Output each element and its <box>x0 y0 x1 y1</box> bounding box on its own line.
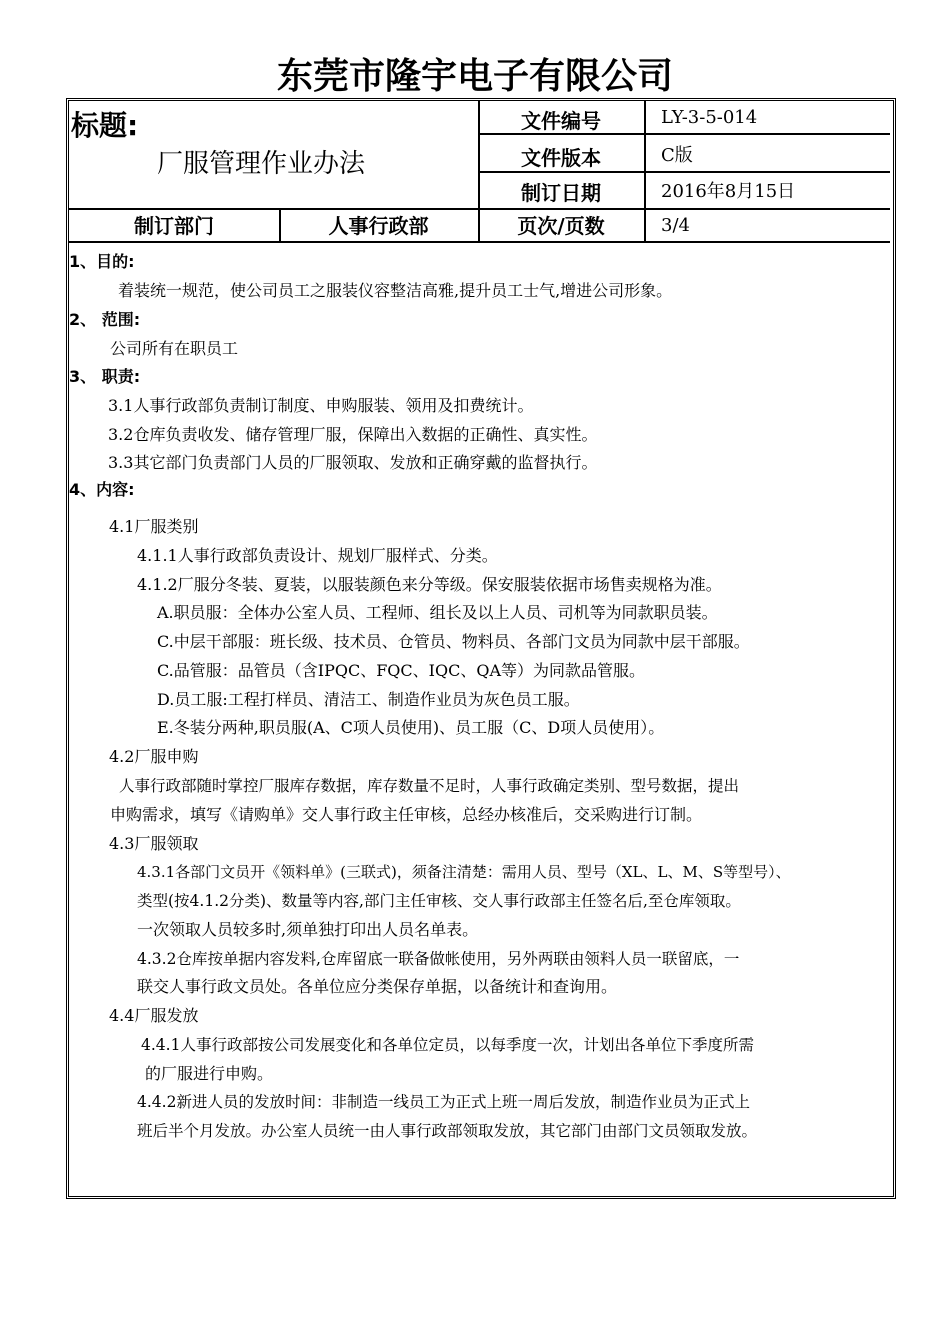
section-4-1-2: 4.1.2厂服分冬装、夏装，以服装颜色来分等级。保安服装依据市场售卖规格为准。 <box>137 575 722 594</box>
section-4-4-1-line-1: 4.4.1人事行政部按公司发展变化和各单位定员，以每季度一次，计划出各单位下季度所需 <box>141 1036 754 1054</box>
section-4-1: 4.1厂服类别 <box>109 517 199 536</box>
doc-no-value: LY-3-5-014 <box>661 107 758 128</box>
company-name: 东莞市隆宇电子有限公司 <box>276 56 673 97</box>
section-4-3-1-line-2: 类型(按4.1.2分类)、数量等内容,部门主任审核、交人事行政部主任签名后,至仓库领取。 <box>137 892 741 910</box>
page-value: 3/4 <box>661 215 690 236</box>
section-3-2: 3.2仓库负责收发、储存管理厂服，保障出入数据的正确性、真实性。 <box>108 425 598 444</box>
document-frame <box>66 98 896 1199</box>
dept-value: 人事行政部 <box>328 214 429 238</box>
header-rule <box>644 101 646 243</box>
section-3-title: 3、 职责: <box>69 367 141 386</box>
section-4-1-2-c2: C.品管服：品管员（含IPQC、FQC、IQC、QA等）为同款品管服。 <box>157 661 646 680</box>
version-value: C版 <box>661 145 693 166</box>
dept-label: 制订部门 <box>134 214 214 238</box>
section-2-title: 2、 范围: <box>69 310 141 329</box>
section-4-4-2-line-2: 班后半个月发放。办公室人员统一由人事行政部领取发放，其它部门由部门文员领取发放。 <box>137 1122 758 1140</box>
section-4-4: 4.4厂服发放 <box>109 1006 199 1025</box>
section-4-2-line-2: 申购需求，填写《请购单》交人事行政主任审核，总经办核准后，交采购进行订制。 <box>110 805 703 824</box>
section-4-3-2-line-2: 联交人事行政文员处。各单位应分类保存单据，以备统计和查询用。 <box>137 977 618 996</box>
section-3-1: 3.1人事行政部负责制订制度、申购服装、领用及扣费统计。 <box>108 396 534 415</box>
section-2-text: 公司所有在职员工 <box>110 339 239 358</box>
section-4-1-2-a: A.职员服：全体办公室人员、工程师、组长及以上人员、司机等为同款职员装。 <box>157 603 718 622</box>
section-4-1-2-c1: C.中层干部服：班长级、技术员、仓管员、物料员、各部门文员为同款中层干部服。 <box>157 632 750 651</box>
document-title: 厂服管理作业办法 <box>157 149 366 179</box>
section-1-title: 1、目的: <box>69 252 135 271</box>
section-4-3-1-line-1: 4.3.1各部门文员开《领料单》(三联式)，须备注清楚：需用人员、型号（XL、L、M、S等型号）、 <box>137 863 791 881</box>
section-4-1-2-d: D.员工服:工程打样员、清洁工、制造作业员为灰色员工服。 <box>157 690 580 709</box>
section-3-3: 3.3其它部门负责部门人员的厂服领取、发放和正确穿戴的监督执行。 <box>108 453 598 472</box>
section-4-3: 4.3厂服领取 <box>109 834 199 853</box>
date-value: 2016年8月15日 <box>661 181 796 202</box>
section-1-text: 着装统一规范，使公司员工之服装仪容整洁高雅,提升员工士气,增进公司形象。 <box>118 281 673 300</box>
section-4-3-1-line-3: 一次领取人员较多时,须单独打印出人员名单表。 <box>137 920 479 939</box>
page-label: 页次/页数 <box>517 214 605 238</box>
section-4-2: 4.2厂服申购 <box>109 747 199 766</box>
section-4-title: 4、内容: <box>69 480 135 499</box>
section-4-1-1: 4.1.1人事行政部负责设计、规划厂服样式、分类。 <box>137 546 498 565</box>
date-label: 制订日期 <box>521 181 601 205</box>
header-rule <box>478 171 890 173</box>
doc-no-label: 文件编号 <box>521 109 601 133</box>
section-4-3-2-line-1: 4.3.2仓库按单据内容发料,仓库留底一联备做帐使用，另外两联由领料人员一联留底，一 <box>137 950 740 968</box>
section-4-1-2-e: E.冬装分两种,职员服(A、C项人员使用)、员工服（C、D项人员使用）。 <box>157 718 665 737</box>
section-4-2-line-1: 人事行政部随时掌控厂服库存数据，库存数量不足时，人事行政确定类别、型号数据，提出 <box>119 777 740 795</box>
version-label: 文件版本 <box>521 146 601 170</box>
section-4-4-2-line-1: 4.4.2新进人员的发放时间：非制造一线员工为正式上班一周后发放，制造作业员为正式上 <box>137 1093 750 1111</box>
title-label: 标题: <box>71 109 139 142</box>
section-4-4-1-line-2: 的厂服进行申购。 <box>145 1064 274 1083</box>
